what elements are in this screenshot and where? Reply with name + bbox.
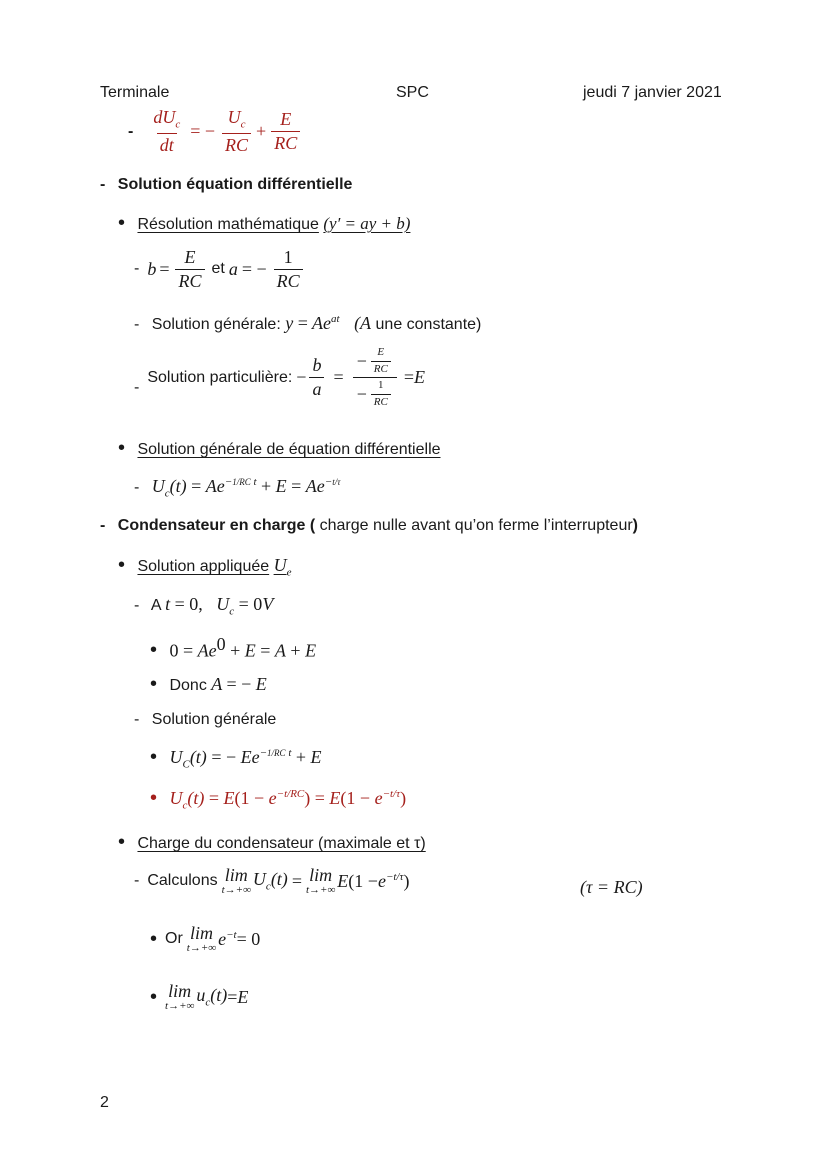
equation-duc-dt: - $\frac{dU_c}{dt}$ = − $\frac{U_c}{RC}$ + $\frac{E}{RC}$	[128, 108, 303, 155]
line-zero-equation: • $0 = Ae^0 + E = A + E$	[150, 634, 317, 662]
section-condensateur-charge: - Condensateur en charge ( charge nulle avant qu’on ferme l’interrupteur)	[100, 517, 638, 534]
page-number: 2	[100, 1094, 109, 1111]
line-donc: • Donc A = − E	[150, 673, 267, 695]
section-solution-equation: - Solution équation différentielle	[100, 176, 353, 193]
subsection-resolution: • Résolution mathématique (y′ = ay + b)	[118, 212, 411, 234]
header-right: jeudi 7 janvier 2021	[583, 84, 722, 101]
subsection-charge-condensateur: • Charge du condensateur (maximale et τ)	[118, 831, 426, 853]
line-initial-condition: - A t = 0, $U_c = 0V$	[134, 594, 274, 618]
subsection-solution-appliquee: • Solution appliquée $U_e$	[118, 554, 292, 579]
line-uc-general: • $U_C(t)$ = − $Ee^{-1/RC t} + E$	[150, 746, 322, 771]
line-uc-t: - $U_c(t) = Ae^{-1/RC t} + E = Ae^{-t/\tau}$	[134, 476, 341, 500]
line-b-a-values: - b = $\frac{E}{RC}$ et a = − $\frac{1}{RC}$	[134, 248, 306, 291]
header-center: SPC	[396, 84, 429, 101]
line-solution-generale: - Solution générale: $y = Ae^{at}$ (A une constante)	[134, 313, 482, 333]
section-title: Solution équation différentielle	[117, 176, 353, 193]
line-solution-generale-2: - Solution générale	[134, 711, 277, 728]
line-uc-red: • $U_c(t) = E(1 - e^{-t/RC}) = E(1 - e^{-t/\tau})$	[150, 787, 407, 812]
subsection-solution-generale: • Solution générale de équation différentielle	[118, 437, 441, 459]
line-limit-uc: • lim t→+∞ $u_c(t)$ = E	[150, 981, 249, 1012]
line-calculons: - Calculons lim t→+∞ $U_c(t)$ = lim t→+∞ E (1 − $e^{-t/\tau}$ )	[134, 865, 410, 896]
line-solution-particuliere: - Solution particulière: − $\frac{b}{a}$ = − $\frac{E}{RC}$ − $\frac{1}{RC}$ = E	[134, 346, 425, 408]
line-or-limit: • Or lim t→+∞ $e^{-t}$ = 0	[150, 923, 261, 954]
header-left: Terminale	[100, 84, 170, 101]
tau-equals-rc: (τ = RC)	[580, 877, 643, 897]
